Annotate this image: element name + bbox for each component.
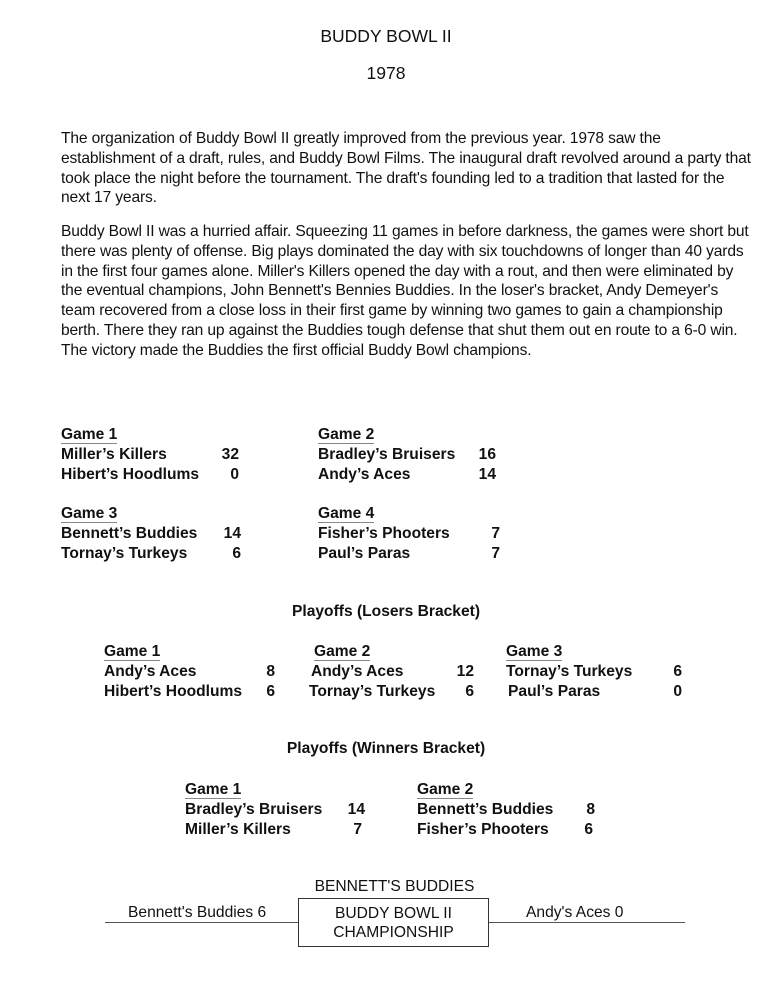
championship-left-team: Bennett's Buddies 6 [128, 904, 267, 921]
team-name: Tornay’s Turkeys [309, 682, 436, 700]
team-score: 14 [478, 465, 496, 483]
team-row [104, 682, 275, 702]
team-score: 8 [266, 663, 275, 680]
championship-box-line2: CHAMPIONSHIP [333, 924, 454, 941]
team-row [506, 682, 682, 702]
team-row [318, 445, 496, 465]
team-name: Bradley’s Bruisers [185, 801, 323, 818]
game-label: Game 1 [185, 781, 242, 798]
winners-bracket-title: Playoffs (Winners Bracket) [286, 740, 486, 757]
team-score: 16 [478, 446, 496, 463]
team-score: 0 [673, 682, 682, 700]
team-name: Bennett’s Buddies [61, 525, 198, 542]
team-name: Andy’s Aces [104, 663, 197, 680]
game-label: Game 1 [104, 643, 161, 660]
team-row [104, 662, 275, 682]
team-score: 12 [456, 663, 474, 680]
intro-paragraph: The organization of Buddy Bowl II greatly improved from the previous year. 1978 saw the establishment of a draft, rules, and Buddy Bowl Films. The inaugural draft revolved around a party that took place the night before the tournament. The draft's founding led to a tradition that lasted for the next 17 years. [61, 130, 751, 207]
winners-game-2 [417, 780, 595, 840]
team-row [309, 682, 474, 702]
team-row [318, 465, 496, 485]
team-score: 7 [353, 820, 362, 838]
page-year: 1978 [366, 63, 406, 83]
team-name: Bennett’s Buddies [417, 801, 554, 818]
team-row [417, 800, 595, 820]
team-name: Bradley’s Bruisers [318, 446, 456, 463]
team-row [309, 662, 474, 682]
team-score: 0 [230, 465, 239, 483]
team-row [61, 544, 241, 564]
game-label: Game 3 [61, 505, 118, 522]
team-row [185, 800, 365, 820]
team-score: 32 [221, 446, 239, 463]
team-name: Hibert’s Hoodlums [104, 682, 243, 700]
team-score: 14 [347, 801, 365, 818]
team-score: 8 [586, 801, 595, 818]
team-name: Miller’s Killers [185, 820, 291, 838]
team-score: 6 [266, 682, 275, 700]
losers-game-2 [309, 642, 474, 702]
game-label: Game 2 [318, 426, 375, 443]
game-label: Game 4 [318, 505, 375, 522]
team-name: Andy’s Aces [318, 465, 411, 483]
team-name: Miller’s Killers [61, 446, 167, 463]
championship-box-line1: BUDDY BOWL II [335, 905, 452, 922]
team-name: Andy’s Aces [311, 663, 404, 680]
team-row [185, 820, 365, 840]
team-score: 6 [584, 820, 593, 838]
team-row [417, 820, 595, 840]
losers-bracket-title: Playoffs (Losers Bracket) [291, 603, 481, 620]
team-row [61, 465, 239, 485]
team-row [506, 662, 682, 682]
championship-right-team: Andy's Aces 0 [526, 904, 624, 921]
round1-game-3 [61, 504, 241, 564]
round1-game-1 [61, 425, 239, 485]
round1-game-2 [318, 425, 496, 485]
championship-box [298, 898, 489, 947]
champion-label: BENNETT'S BUDDIES [314, 878, 475, 895]
game-label: Game 1 [61, 426, 118, 443]
game-label: Game 2 [314, 643, 371, 660]
team-score: 7 [491, 544, 500, 562]
losers-game-1 [104, 642, 275, 702]
team-name: Tornay’s Turkeys [61, 544, 188, 562]
team-row [318, 524, 500, 544]
team-name: Fisher’s Phooters [318, 525, 450, 542]
team-score: 6 [232, 544, 241, 562]
page-title: BUDDY BOWL II [320, 26, 452, 46]
game-label: Game 3 [506, 643, 563, 660]
round1-game-4 [318, 504, 500, 564]
team-name: Tornay’s Turkeys [506, 663, 633, 680]
team-name: Paul’s Paras [318, 544, 411, 562]
recap-paragraph: Buddy Bowl II was a hurried affair. Squeezing 11 games in before darkness, the games were short but there was plenty of offense. Big plays dominated the day with six touchdowns of longer than 40 yards in the first four games alone. Miller's Killers opened the day with a rout, and then were eliminated by the eventual champions, John Bennett's Bennies Buddies. In the loser's bracket, Andy Demeyer's team recovered from a close loss in their first game by winning two games to gain a championship berth. There they ran up against the Buddies tough defense that shut them out en route to a 6-0 win. The victory made the Buddies the first official Buddy Bowl champions. [61, 223, 749, 359]
team-score: 6 [673, 663, 682, 680]
game-label: Game 2 [417, 781, 474, 798]
team-row [61, 524, 241, 544]
team-row [318, 544, 500, 564]
team-name: Paul’s Paras [508, 682, 601, 700]
winners-game-1 [185, 780, 365, 840]
team-score: 7 [491, 525, 500, 542]
team-score: 6 [465, 682, 474, 700]
losers-game-3 [506, 642, 682, 702]
team-name: Fisher’s Phooters [417, 820, 549, 838]
team-score: 14 [223, 525, 241, 542]
team-name: Hibert’s Hoodlums [61, 465, 200, 483]
team-row [61, 445, 239, 465]
